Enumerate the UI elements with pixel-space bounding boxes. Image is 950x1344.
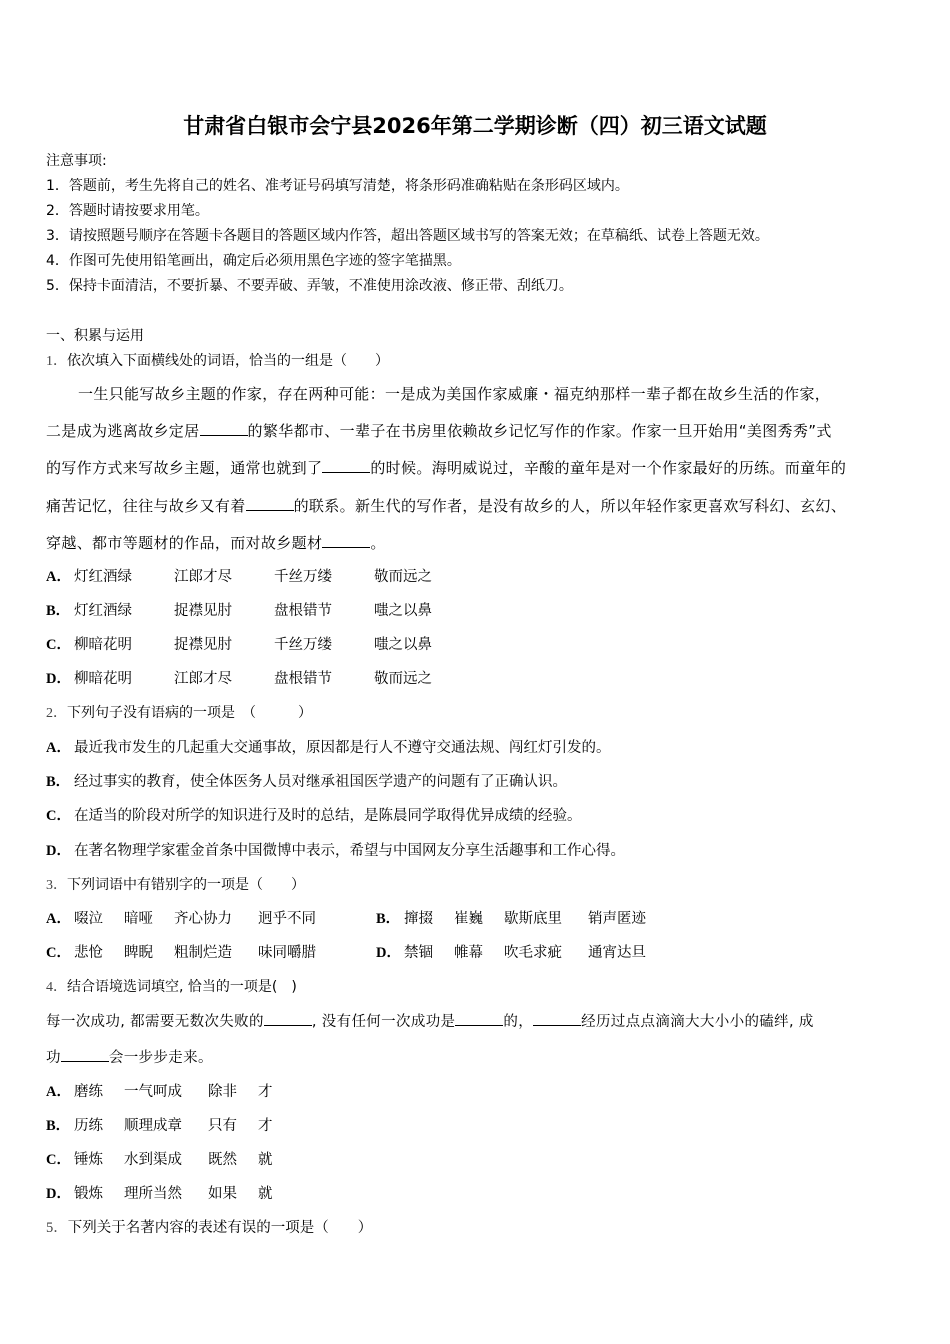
option-label: C．	[46, 1152, 71, 1168]
notice-item-num: 5．	[46, 278, 69, 294]
notice-item-num: 1．	[46, 178, 69, 194]
notice-item-text: 请按照题号顺序在答题卡各题目的答题区域内作答，超出答题区域书写的答案无效；在草稿纸、试卷上答题无效。	[68, 228, 769, 244]
question-number: 1．	[46, 354, 67, 369]
option-label: B．	[46, 603, 71, 619]
option-row	[46, 1116, 273, 1136]
passage-text: 痛苦记忆，往往与故乡又有着	[46, 497, 246, 515]
option-word: 才	[258, 1084, 273, 1100]
option-word: 暗哑	[124, 911, 153, 927]
option-word: 磨练	[74, 1084, 103, 1100]
option-word: 理所当然	[124, 1186, 182, 1202]
passage-text: 的联系。新生代的写作者，是没有故乡的人，所以年轻作家更喜欢写科幻、玄幻、	[293, 497, 847, 515]
option-label: D．	[376, 945, 401, 961]
option-word: 盘根错节	[274, 671, 332, 687]
option-label: D．	[46, 843, 71, 859]
option-row	[46, 1184, 273, 1204]
option-word: 千丝万缕	[274, 569, 332, 585]
option-label: A．	[46, 569, 71, 585]
section-heading: 一、积累与运用	[46, 328, 144, 344]
option-word: 柳暗花明	[74, 637, 132, 653]
fill-blank	[322, 533, 370, 548]
passage-line	[46, 496, 906, 516]
question-text: 下列句子没有语病的一项是 （ ）	[67, 705, 312, 721]
option-word: 水到渠成	[124, 1152, 182, 1168]
option-row	[46, 669, 432, 689]
option-word: 崔巍	[454, 911, 483, 927]
passage-text: 会一步步走来。	[108, 1050, 213, 1066]
option-word: 歇斯底里	[504, 911, 562, 927]
notice-item-text: 答题时请按要求用笔。	[68, 203, 209, 219]
fill-blank	[322, 458, 370, 473]
question-text: 依次填入下面横线处的词语，恰当的一组是（ ）	[67, 353, 389, 369]
passage-line	[46, 1047, 906, 1068]
option-word: 历练	[74, 1118, 103, 1134]
question-number: 2．	[46, 706, 67, 721]
option-word: 顺理成章	[124, 1118, 182, 1134]
option-label: C．	[46, 945, 71, 961]
fill-blank	[246, 496, 294, 511]
notice-item-text: 保持卡面清洁，不要折暴、不要弄破、弄皱，不准使用涂改液、修正带、刮纸刀。	[68, 278, 573, 294]
notice-item-text: 答题前，考生先将自己的姓名、准考证号码填写清楚，将条形码准确粘贴在条形码区域内。	[68, 178, 629, 194]
notice-item-num: 3．	[46, 228, 69, 244]
option-word: 锻炼	[74, 1186, 103, 1202]
option-word: 江郎才尽	[174, 671, 232, 687]
option-word: 锤炼	[74, 1152, 103, 1168]
option-label: B．	[376, 911, 401, 927]
passage-text: 经历过点点滴滴大大小小的磕绊, 成	[581, 1014, 814, 1030]
option-label: D．	[46, 671, 71, 687]
option-row	[46, 1082, 273, 1102]
option-row	[46, 841, 625, 861]
notice-item-text: 作图可先使用铅笔画出，确定后必须用黑色字迹的签字笔描黑。	[68, 253, 461, 269]
option-word: 嗤之以鼻	[374, 603, 432, 619]
option-word: 千丝万缕	[274, 637, 332, 653]
option-text: 在著名物理学家霍金首条中国微博中表示，希望与中国网友分享生活趣事和工作心得。	[74, 843, 625, 859]
question-2-stem	[46, 703, 312, 724]
option-row	[46, 806, 582, 826]
fill-blank	[61, 1047, 109, 1062]
option-label: A．	[46, 911, 71, 927]
option-row	[46, 772, 567, 792]
notice-item	[46, 226, 769, 246]
option-word: 销声匿迹	[588, 911, 646, 927]
option-word: 帷幕	[454, 945, 483, 961]
option-label: C．	[46, 808, 71, 824]
option-row	[46, 738, 611, 758]
option-label: A．	[46, 1084, 71, 1100]
passage-line	[46, 533, 906, 553]
option-word: 迥乎不同	[258, 911, 316, 927]
option-word: 睥睨	[124, 945, 153, 961]
option-row	[46, 909, 646, 929]
fill-blank	[533, 1011, 581, 1026]
notice-item-num: 2．	[46, 203, 69, 219]
option-label: B．	[46, 774, 71, 790]
option-word: 通宵达旦	[588, 945, 646, 961]
notice-item-num: 4．	[46, 253, 69, 269]
option-label: B．	[46, 1118, 71, 1134]
option-row	[46, 601, 432, 621]
page-title: 甘肃省白银市会宁县2026年第二学期诊断（四）初三语文试题	[183, 114, 767, 138]
question-number: 4．	[46, 980, 67, 995]
option-row	[46, 635, 432, 655]
passage-line	[46, 421, 906, 441]
passage-text: 二是成为逃离故乡定居	[46, 422, 200, 440]
option-word: 捉襟见肘	[174, 603, 232, 619]
option-text: 经过事实的教育，使全体医务人员对继承祖国医学遗产的问题有了正确认识。	[74, 774, 567, 790]
option-word: 盘根错节	[274, 603, 332, 619]
notice-heading: 注意事项:	[46, 153, 107, 169]
option-word: 就	[258, 1152, 273, 1168]
option-word: 江郎才尽	[174, 569, 232, 585]
option-word: 悲怆	[74, 945, 103, 961]
option-word: 敬而远之	[374, 671, 432, 687]
option-text: 最近我市发生的几起重大交通事故，原因都是行人不遵守交通法规、闯红灯引发的。	[74, 740, 611, 756]
notice-item	[46, 201, 209, 221]
fill-blank	[264, 1011, 312, 1026]
passage-line	[46, 458, 906, 478]
question-number: 3．	[46, 878, 67, 893]
option-word: 除非	[208, 1084, 237, 1100]
fill-blank	[200, 421, 248, 436]
question-3-stem	[46, 875, 305, 896]
passage-text: , 没有任何一次成功是	[311, 1014, 456, 1030]
notice-item	[46, 176, 629, 196]
question-text: 下列词语中有错别字的一项是（ ）	[67, 877, 305, 893]
option-word: 味同嚼腊	[258, 945, 316, 961]
option-row	[46, 567, 432, 587]
passage-text: 的，	[503, 1014, 534, 1030]
option-word: 齐心协力	[174, 911, 232, 927]
option-text: 在适当的阶段对所学的知识进行及时的总结，是陈晨同学取得优异成绩的经验。	[74, 808, 582, 824]
option-word: 柳暗花明	[74, 671, 132, 687]
option-label: A．	[46, 740, 71, 756]
notice-item	[46, 251, 461, 271]
notice-item	[46, 276, 573, 296]
option-word: 才	[258, 1118, 273, 1134]
option-word: 撺掇	[404, 911, 433, 927]
option-word: 粗制烂造	[174, 945, 232, 961]
option-word: 一气呵成	[124, 1084, 182, 1100]
option-word: 灯红酒绿	[74, 569, 132, 585]
option-row	[46, 1150, 273, 1170]
option-word: 吹毛求疵	[504, 945, 562, 961]
option-word: 啜泣	[74, 911, 103, 927]
passage-text: 穿越、都市等题材的作品，而对故乡题材	[46, 534, 323, 552]
option-word: 捉襟见肘	[174, 637, 232, 653]
passage-text: 的写作方式来写故乡主题，通常也就到了	[46, 459, 323, 477]
passage-text: 的时候。海明威说过，辛酸的童年是对一个作家最好的历练。而童年的	[370, 459, 847, 477]
option-label: C．	[46, 637, 71, 653]
option-label: D．	[46, 1186, 71, 1202]
question-1-stem	[46, 351, 389, 372]
option-word: 只有	[208, 1118, 237, 1134]
option-word: 禁锢	[404, 945, 433, 961]
option-word: 灯红酒绿	[74, 603, 132, 619]
question-text: 结合语境选词填空, 恰当的一项是( )	[67, 979, 297, 995]
question-5-stem	[46, 1218, 372, 1238]
passage-text: 的繁华都市、一辈子在书房里依赖故乡记忆写作的作家。作家一旦开始用“美图秀秀”式	[247, 422, 832, 440]
passage-text: 功	[46, 1050, 61, 1066]
option-word: 敬而远之	[374, 569, 432, 585]
passage-line	[46, 1011, 906, 1032]
passage-text: 每一次成功, 都需要无数次失败的	[46, 1014, 264, 1030]
question-4-stem	[46, 977, 297, 998]
option-word: 就	[258, 1186, 273, 1202]
question-text: 下列关于名著内容的表述有误的一项是（ ）	[67, 1220, 373, 1236]
question-number: 5．	[46, 1220, 68, 1236]
option-word: 如果	[208, 1186, 237, 1202]
option-row	[46, 943, 646, 963]
passage-text: 。	[370, 534, 386, 552]
fill-blank	[455, 1011, 503, 1026]
option-word: 嗤之以鼻	[374, 637, 432, 653]
option-word: 既然	[208, 1152, 237, 1168]
passage-line: 一生只能写故乡主题的作家，存在两种可能：一是成为美国作家威廉・福克纳那样一辈子都在故乡生活的作家，	[78, 385, 831, 403]
